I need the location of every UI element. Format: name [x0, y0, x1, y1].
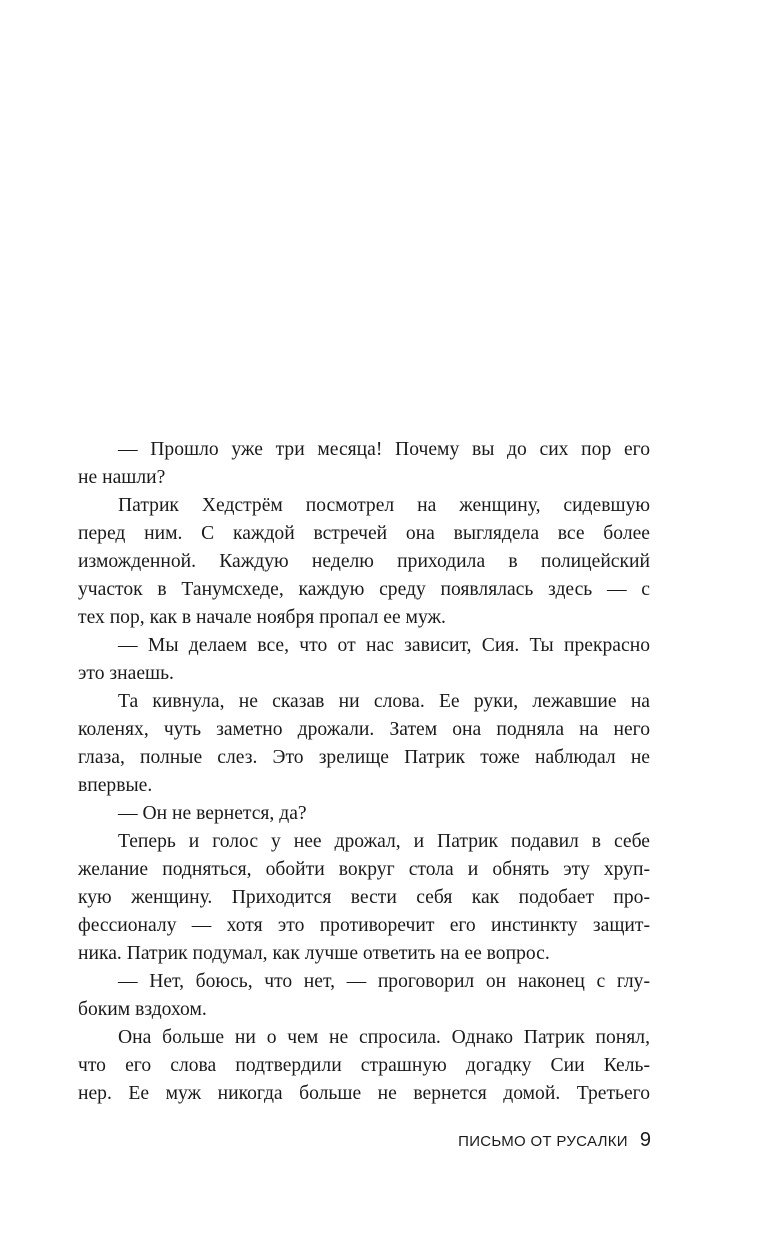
text-line: не нашли?	[78, 467, 166, 488]
text-line: желание подняться, обойти вокруг стола и обнять эту хруп-	[78, 859, 650, 880]
text-line: — Мы делаем все, что от нас зависит, Сия. Ты прекрасно	[118, 635, 650, 656]
text-line: кую женщину. Приходится вести себя как подобает про-	[78, 887, 650, 908]
text-line: Она больше ни о чем не спросила. Однако Патрик понял,	[118, 1027, 650, 1048]
text-line: — Он не вернется, да?	[118, 803, 307, 824]
page-footer	[458, 1129, 651, 1152]
text-line: это знаешь.	[78, 663, 174, 684]
text-line: Теперь и голос у нее дрожал, и Патрик подавил в себе	[118, 831, 650, 852]
text-line: — Прошло уже три месяца! Почему вы до сих пор его	[118, 439, 650, 460]
text-line: коленях, чуть заметно дрожали. Затем она подняла на него	[78, 719, 650, 740]
text-line: — Нет, боюсь, что нет, — проговорил он наконец с глу-	[118, 971, 650, 992]
running-head: ПИСЬМО ОТ РУСАЛКИ	[458, 1133, 628, 1150]
body-text	[78, 436, 650, 1108]
text-line: боким вздохом.	[78, 999, 207, 1020]
text-line: перед ним. С каждой встречей она выглядела все более	[78, 523, 650, 544]
text-line: впервые.	[78, 775, 153, 796]
text-line: ника. Патрик подумал, как лучше ответить на ее вопрос.	[78, 943, 550, 964]
text-line: глаза, полные слез. Это зрелище Патрик тоже наблюдал не	[78, 747, 650, 768]
text-line: Та кивнула, не сказав ни слова. Ее руки, лежавшие на	[118, 691, 650, 712]
text-line: участок в Танумсхеде, каждую среду появлялась здесь — с	[78, 579, 650, 600]
text-line: что его слова подтвердили страшную догадку Сии Кель-	[78, 1055, 650, 1076]
text-line: фессионалу — хотя это противоречит его инстинкту защит-	[78, 915, 650, 936]
page-number: 9	[639, 1129, 651, 1151]
text-line: Патрик Хедстрём посмотрел на женщину, сидевшую	[118, 495, 650, 516]
text-line: нер. Ее муж никогда больше не вернется домой. Третьего	[78, 1083, 650, 1104]
text-line: тех пор, как в начале ноября пропал ее муж.	[78, 607, 446, 628]
text-line: изможденной. Каждую неделю приходила в полицейский	[78, 551, 650, 572]
